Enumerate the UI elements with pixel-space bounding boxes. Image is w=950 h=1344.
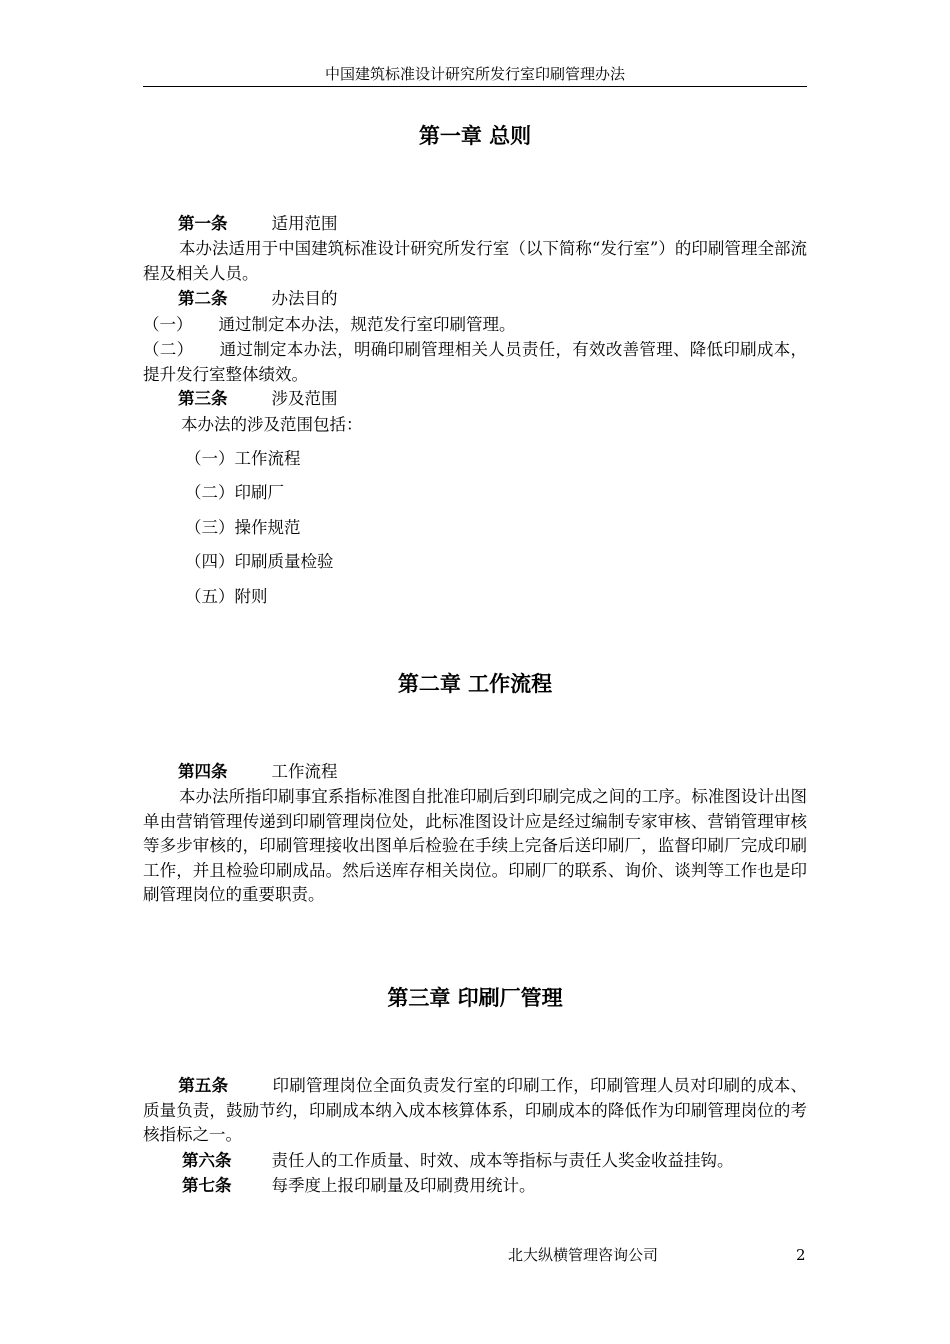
item-text: 印刷质量检验 [234,552,334,571]
scope-list-item [185,481,284,505]
item-text: 工作流程 [234,449,301,468]
article-body: 印刷管理岗位全面负责发行室的印刷工作，印刷管理人员对印刷的成本、质量负责，鼓励节约，印刷成本纳入成本核算体系，印刷成本的降低作为印刷管理岗位的考核指标之一。 [143,1076,808,1144]
item-number: （三） [185,518,235,537]
article-2-item-1 [143,313,807,337]
scope-list-item [185,447,301,471]
item-number: （四） [185,552,235,571]
article-5 [143,1074,807,1148]
article-1-body: 本办法适用于中国建筑标准设计研究所发行室（以下简称“发行室”）的印刷管理全部流程及相关人员。 [143,239,807,283]
article-1-heading [178,212,842,236]
article-label: 第一条 [178,214,228,233]
article-title: 办法目的 [271,289,338,308]
article-7 [182,1174,846,1198]
article-label: 第二条 [178,289,228,308]
page-number: 2 [796,1246,806,1264]
item-number: （二） [185,483,235,502]
article-4-body: 本办法所指印刷事宜系指标准图自批准印刷后到印刷完成之间的工序。标准图设计出图单由营销管理传递到印刷管理岗位处，此标准图设计应是经过编制专家审核、营销管理审核等多步审核的，印刷管理接收出图单后检验在手续上完备后送印刷厂，监督印刷厂完成印刷工作，并且检验印刷成品。然后送库存相关岗位。印刷厂的联系、询价、谈判等工作也是印刷管理岗位的重要职责。 [143,787,807,904]
article-label: 第七条 [182,1176,232,1195]
item-text: 通过制定本办法，明确印刷管理相关人员责任，有效改善管理、降低印刷成本，提升发行室整体绩效。 [143,340,808,384]
scope-list-item [185,516,301,540]
article-title: 工作流程 [271,762,338,781]
item-number: （二） [143,340,194,359]
article-2-heading [178,287,842,311]
chapter-3-title: 第三章 印刷厂管理 [387,986,563,1010]
item-text: 印刷厂 [234,483,284,502]
footer-company: 北大纵横管理咨询公司 [508,1246,659,1264]
item-number: （一） [185,449,235,468]
article-3-intro: 本办法的涉及范围包括： [181,415,363,434]
article-label: 第五条 [178,1076,229,1095]
item-text: 通过制定本办法，规范发行室印刷管理。 [218,315,516,334]
article-title: 适用范围 [271,214,338,233]
chapter-1-title: 第一章 总则 [418,124,532,148]
scope-list-item [185,585,268,609]
article-6 [182,1149,846,1173]
article-body: 每季度上报印刷量及印刷费用统计。 [271,1176,536,1195]
article-2-item-2 [143,338,807,387]
article-title: 涉及范围 [271,389,338,408]
article-label: 第四条 [178,762,228,781]
page-header-title: 中国建筑标准设计研究所发行室印刷管理办法 [324,65,625,83]
article-body: 责任人的工作质量、时效、成本等指标与责任人奖金收益挂钩。 [271,1151,734,1170]
header-divider [143,86,807,87]
item-number: （一） [143,315,193,334]
article-label: 第六条 [182,1151,232,1170]
item-text: 操作规范 [234,518,301,537]
article-label: 第三条 [178,389,228,408]
item-number: （五） [185,587,235,606]
article-4-heading [178,760,842,784]
scope-list-item [185,550,334,574]
chapter-2-title: 第二章 工作流程 [397,672,553,696]
article-3-heading [178,387,842,411]
item-text: 附则 [234,587,268,606]
